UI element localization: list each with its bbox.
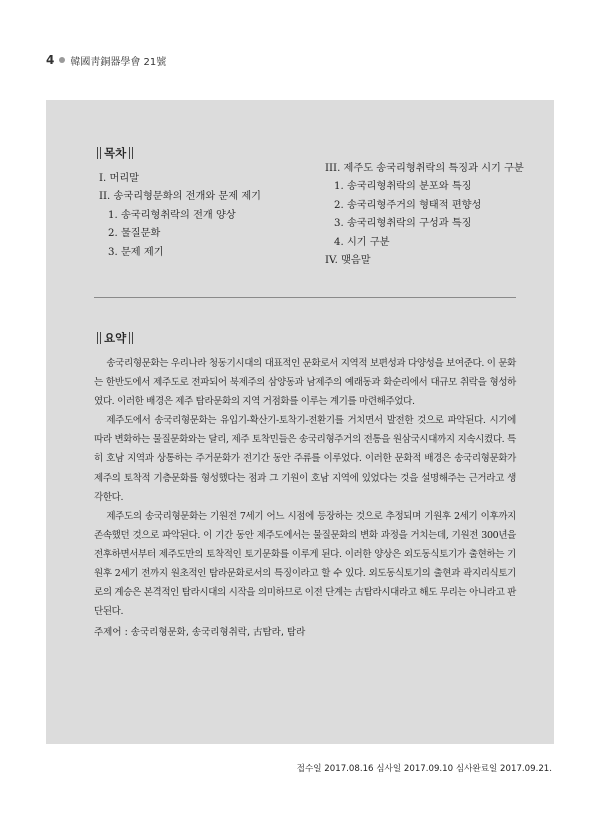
toc-item: 3. 송국리형취락의 구성과 특징: [334, 218, 472, 230]
journal-title: 韓國靑銅器學會 21號: [70, 56, 167, 68]
double-bar-icon: [128, 332, 134, 344]
toc-item: 2. 물질문화: [108, 228, 161, 240]
keywords-separator: :: [124, 627, 131, 638]
double-bar-icon: [96, 332, 102, 344]
toc-left-column: [99, 170, 261, 262]
abstract-paragraph: 송국리형문화는 우리나라 청동기시대의 대표적인 문화로서 지역적 보편성과 다양성을 보여준다. 이 문화는 한반도에서 제주도로 전파되어 북제주의 삼양동과 남제주의 예래동과 화순리에서 대규모 취락을 형성하였다. 이러한 배경은 제주 탐라문화의 지역 거점화를 이루는 계기를 마련해주었다.: [94, 358, 516, 408]
toc-item: 2. 송국리형주거의 형태적 편향성: [334, 199, 482, 211]
double-bar-icon: [128, 147, 134, 159]
submission-dates: 접수일 2017.08.16 심사일 2017.09.10 심사완료일 2017.09.21.: [296, 764, 552, 774]
double-bar-icon: [96, 147, 102, 159]
abstract-heading: [94, 330, 136, 346]
toc-item: 1. 송국리형취락의 전개 양상: [108, 209, 236, 221]
page-number: 4: [46, 53, 55, 67]
bullet-dot-icon: [59, 57, 65, 63]
keywords-label: 주제어: [94, 627, 122, 638]
toc-item: 1. 송국리형취락의 분포와 특징: [334, 181, 472, 193]
running-header: [46, 52, 166, 68]
toc-item: 3. 문제 제기: [108, 246, 164, 258]
keywords-line: [94, 624, 305, 638]
abstract-paragraph: 제주도에서 송국리형문화는 유입기-확산기-토착기-전환기를 거치면서 발전한 것으로 파악된다. 시기에 따라 변화하는 물질문화와는 달리, 제주 토착민들은 송국리형주거의 전통을 원삼국시대까지 지속시켰다. 특히 호남 지역과 상통하는 주거문화가 전기간 동안 주류를 이루었다. 이러한 문화적 배경은 송국리형문화가 제주의 토착적 기층문화를 형성했다는 점과 그 기원이 호남 지역에 있었다는 것을 설명해주는 근거라고 생각한다.: [94, 415, 516, 503]
toc-right-column: [325, 160, 524, 270]
abstract-heading-text: 요약: [104, 331, 127, 345]
keywords-list: 송국리형문화, 송국리형취락, 古탐라, 탐라: [130, 627, 306, 638]
toc-item: II. 송국리형문화의 전개와 문제 제기: [99, 191, 262, 203]
toc-item: 4. 시기 구분: [334, 236, 390, 248]
abstract-paragraph: 제주도의 송국리형문화는 기원전 7세기 어느 시점에 등장하는 것으로 추정되며 기원후 2세기 이후까지 존속했던 것으로 파악된다. 이 기간 동안 제주도에서는 물질문화의 변화 과정을 거치는데, 기원전 300년을 전후하면서부터 제주도만의 토착적인 토기문화를 이루게 된다. 이러한 양상은 외도동식토기가 출현하는 기원후 2세기 전까지 원초적인 탐라문화로서의 특징이라고 할 수 있다. 외도동식토기의 출현과 곽지리식토기로의 계승은 본격적인 탐라시대의 시작을 의미하므로 이전 단계는 古탐라시대라고 해도 무리는 아니라고 판단된다.: [94, 510, 516, 618]
toc-item: III. 제주도 송국리형취락의 특징과 시기 구분: [325, 163, 524, 174]
toc-heading: [94, 145, 136, 161]
toc-item: I. 머리말: [99, 173, 140, 184]
abstract-body: [94, 354, 516, 621]
toc-heading-text: 목차: [104, 146, 127, 160]
section-divider: [94, 297, 516, 298]
toc-item: IV. 맺음말: [325, 255, 371, 267]
